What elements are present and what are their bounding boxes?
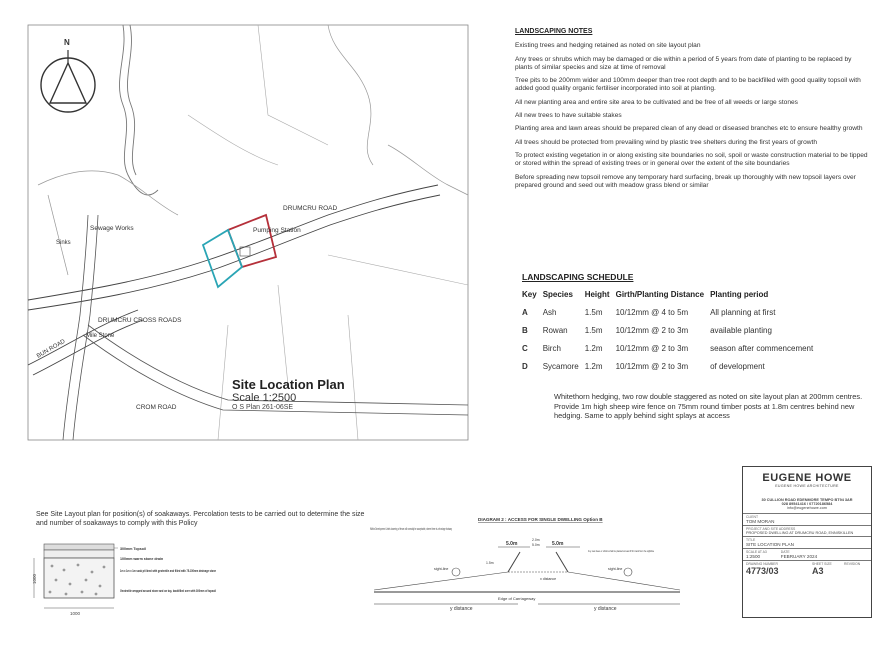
drawing-label: DRAWING NUMBER (746, 562, 778, 566)
drawing-number: 4773/03 (746, 566, 779, 576)
plan-scale: Scale 1:2500 (232, 392, 297, 404)
y-distance-left: y distance (450, 606, 473, 612)
col-height: Height (584, 290, 610, 299)
label-sewage-works: Sewage Works (90, 225, 134, 232)
note-item: Before spreading new topsoil remove any temporary hard surfacing, break up thoroughly with new topsoil layers over prepared ground and seed out with meadow grass blend or similar (515, 173, 856, 189)
cell-height: 1.2m (584, 362, 603, 371)
cell-period: of development (710, 362, 765, 371)
project-label: PROJECT AND SITE ADDRESS (746, 527, 796, 531)
plan-title-block (232, 377, 345, 411)
y-distance-right: y distance (594, 606, 617, 612)
cell-period: season after commencement (710, 344, 814, 353)
soakaway-note: See Site Layout plan for position(s) of soakaways. Percolation tests to be carried out to determine the size and number of soakaways to comply with this Policy (36, 511, 365, 527)
col-key: Key (522, 290, 537, 299)
company-subtitle: EUGENE HOWE ARCHITECTURE (775, 484, 839, 488)
edge-of-carriageway: Edge of Carriageway (498, 596, 536, 601)
table-row (522, 344, 819, 362)
date-value: FEBRUARY 2024 (780, 554, 818, 559)
label-drumcru-cross-roads: DRUMCRU CROSS ROADS (98, 317, 182, 324)
note-item: Any trees or shrubs which may be damaged or die within a period of 5 years from date of planting to be replaced by plants of similar species and size at time of removal (515, 55, 852, 71)
table-row (522, 326, 819, 344)
scale-value: 1:2500 (746, 554, 761, 559)
cell-height: 1.5m (584, 308, 603, 317)
sight-line-right: sight-line (608, 567, 623, 571)
soakaway-label-drain: 100mm warm stone drain (120, 557, 164, 561)
os-plan-number: O S Plan 261-06SE (232, 404, 294, 411)
soakaway-label-geotextile: Geotextile wrapped around stone and on top, backfilled over with 300mm of topsoil (120, 589, 217, 593)
plan-title: Site Location Plan (232, 377, 345, 392)
note-item: Existing trees and hedging retained as noted on site layout plan (515, 42, 701, 50)
schedule-heading: LANDSCAPING SCHEDULE (522, 272, 634, 282)
table-row (522, 308, 819, 326)
dim-small: 1.5m (486, 561, 494, 565)
cell-period: All planning at first (710, 308, 776, 317)
access-note: Within Development Limits lowering of fence will normally be acceptable, where there is a frontage footway (370, 527, 453, 531)
access-title: DIAGRAM 2 : ACCESS FOR SINGLE DWELLING Option B (478, 517, 603, 522)
label-bun-road: BUN ROAD (36, 338, 67, 360)
landscaping-schedule (522, 272, 872, 380)
cell-key: B (522, 326, 528, 335)
size-label: SHEET SIZE (812, 562, 832, 566)
access-diagram (368, 512, 686, 612)
label-sinks: Sinks (56, 240, 71, 246)
x-distance: x distance (540, 577, 557, 581)
note-item: All new planting area and entire site area to be cultivated and be free of all weeds or large stones (515, 98, 798, 106)
tree-note: Any new trees or shrubs shall be planted at least 0.5m back from the sightline (588, 549, 655, 553)
note-item: All trees should be protected from prevailing wind by plastic tree shelters during the first years of growth (515, 138, 817, 146)
label-drumcru-road: DRUMCRU ROAD (283, 205, 338, 212)
scale-label: SCALE AT A3 (746, 550, 767, 554)
cell-girth: 10/12mm @ 4 to 5m (615, 308, 689, 317)
project-value: PROPOSED DWELLING AT DRUMCRU ROAD, ENNISKILLEN (746, 531, 854, 535)
date-label: DATE (780, 550, 790, 554)
cell-species: Ash (542, 308, 557, 317)
sheet-size: A3 (812, 566, 824, 576)
title-row (743, 536, 871, 548)
note-item: To protect existing vegetation in or along existing site boundaries no soil, spoil or waste construction material to be tipped or stored within the spread of existing trees or in general over the extent of the site boundaries (515, 151, 868, 168)
label-mile-stone: Mile Stone (86, 333, 115, 339)
title-block (742, 466, 872, 618)
note-item: Tree pits to be 200mm wider and 100mm deeper than tree root depth and to be backfilled with good quality topsoil with added good quality organic fertiliser incorporated into soil at planting. (515, 77, 861, 93)
table-header-row (522, 290, 819, 308)
company-email: info@eugenehowe.com (787, 506, 827, 510)
cell-species: Sycamore (542, 362, 579, 371)
cell-period: available planting (710, 326, 772, 335)
col-girth: Girth/Planting Distance (615, 290, 705, 299)
note-item: Planting area and lawn areas should be prepared clean of any dead or diseased branches etc to ensure healthy growth (515, 125, 863, 133)
cell-species: Rowan (542, 326, 568, 335)
dim-right: 5.0m (552, 541, 564, 547)
cell-girth: 10/12mm @ 2 to 3m (615, 326, 689, 335)
client-value: TOM MORAN (746, 519, 775, 524)
client-label: CLIENT (746, 515, 759, 519)
hedging-note: Whitethorn hedging, two row double staggered as noted on site layout plan at 200mm centres. Provide 1m high sheep wire fence on 75mm round timber posts at 1.8m centres behind new hedging. Same to apply behind sight splays at access (554, 392, 863, 421)
company-phone: 028 89541416 / 07720186584 (781, 502, 833, 506)
drawing-row (743, 560, 871, 577)
company-name: EUGENE HOWE (762, 472, 852, 484)
soakaway-diagram (30, 540, 220, 620)
company-address: 30 CULLION ROAD EDENMORE TEMPO BT94 3AR (761, 498, 853, 502)
col-species: Species (542, 290, 573, 299)
landscaping-notes (515, 28, 870, 195)
note-item: All new trees to have suitable stakes (515, 112, 622, 120)
cell-height: 1.2m (584, 344, 603, 353)
north-label: N (64, 38, 70, 47)
dim-left: 5.0m (506, 541, 518, 547)
table-row (522, 362, 819, 380)
cell-key: A (522, 308, 528, 317)
client-row (743, 513, 871, 525)
project-row (743, 525, 871, 536)
col-period: Planting period (710, 290, 769, 299)
cell-girth: 10/12mm @ 2 to 3m (615, 344, 689, 353)
title-value: SITE LOCATION PLAN (746, 542, 794, 547)
dim-height-label: 1000 (32, 573, 37, 584)
label-crom-road: CROM ROAD (136, 404, 177, 411)
revision-label: REVISION (844, 562, 861, 566)
notes-heading: LANDSCAPING NOTES (515, 28, 593, 35)
cell-species: Birch (542, 344, 561, 353)
schedule-table (522, 290, 819, 380)
soakaway-label-topsoil: 300mm Topsoil (120, 547, 146, 551)
cell-height: 1.5m (584, 326, 603, 335)
dim-width-label: 1000 (70, 611, 81, 616)
dim-mid: 2.0m (532, 538, 540, 542)
scale-date-row (743, 548, 871, 560)
cell-key: D (522, 362, 528, 371)
title-label: TITLE (746, 538, 756, 542)
cell-girth: 10/12mm @ 2 to 3m (615, 362, 689, 371)
label-pumping-station: Pumping Station (253, 227, 301, 234)
dim-mid2: 5.0m (532, 543, 540, 547)
cell-key: C (522, 344, 528, 353)
sight-line-left: sight-line (434, 567, 449, 571)
soakaway-label-pit: 1m x 1m x 1m soak pit lined with geotextile and filled with 75-150mm drainage stone (120, 569, 217, 573)
